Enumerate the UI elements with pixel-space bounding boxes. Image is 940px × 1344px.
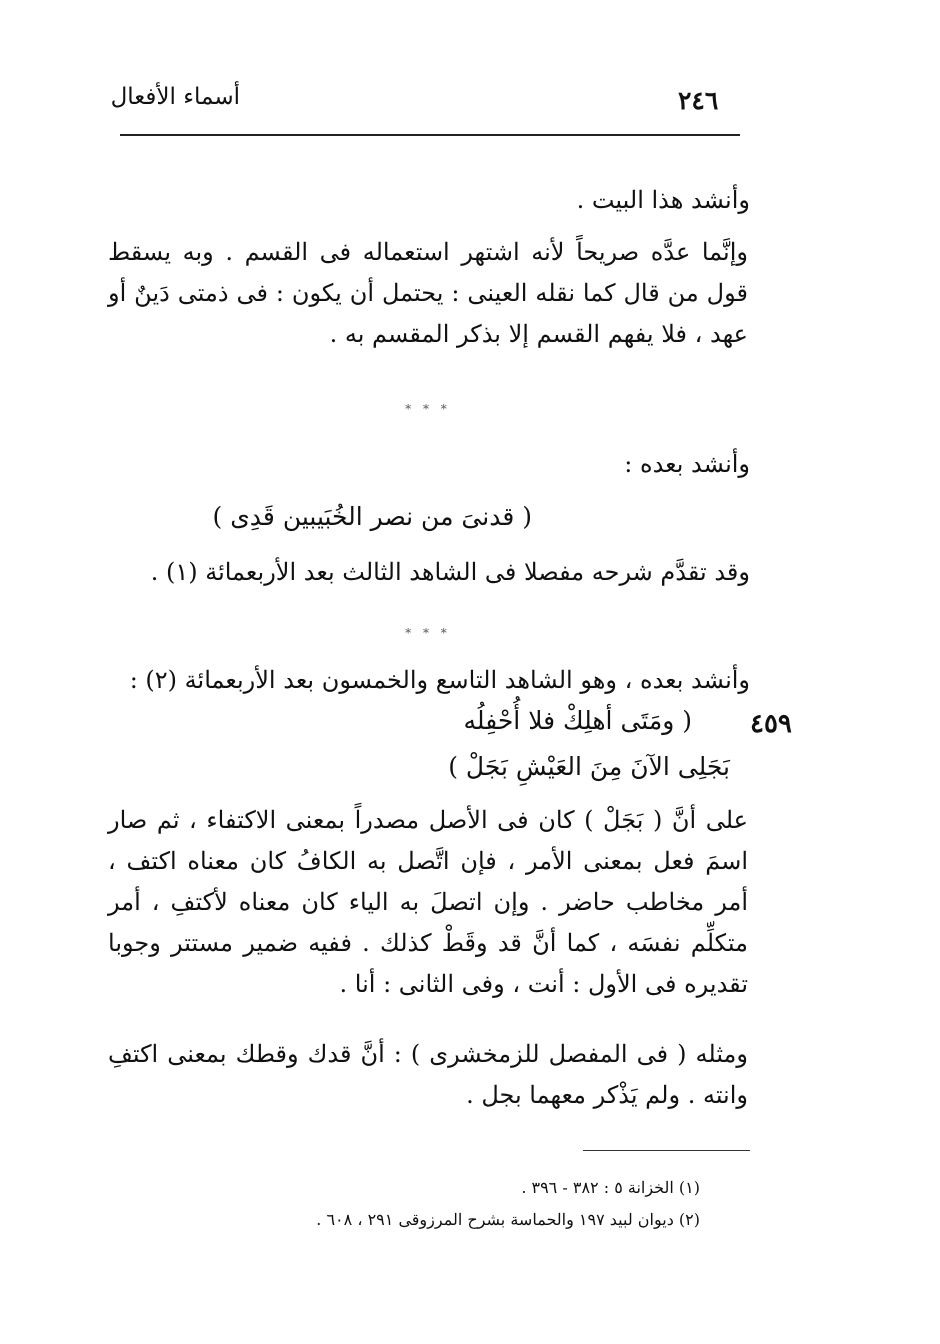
text-line: وأنشد بعده : bbox=[624, 450, 750, 478]
paragraph: على أنَّ ( بَجَلْ ) كان فى الأصل مصدراً بمعنى الاكتفاء ، ثم صار اسمَ فعل بمعنى الأمر ، فإن اتَّصل به الكافُ كان معناه اكتف ، أمر مخاطب حاضر . وإن اتصلَ به الياء كان معناه لأكتفِ ، أمر متكلِّم نفسَه ، كما أنَّ قد وقَطْ كذلك . ففيه ضمير مستتر وجوبا تقديره فى الأول : أنت ، وفى الثانى : أنا . bbox=[108, 806, 749, 998]
text-line: وقد تقدَّم شرحه مفصلا فى الشاهد الثالث بعد الأربعمائة (١) . bbox=[150, 558, 750, 586]
verse-number: ٤٥٩ bbox=[750, 709, 792, 739]
verse-line: بَجَلِى الآنَ مِنَ العَيْشِ بَجَلْ ) bbox=[448, 752, 730, 781]
paragraph: وإنَّما عدَّه صريحاً لأنه اشتهر استعماله فى القسم . وبه يسقط قول من قال كما نقله العينى : يحتمل أن يكون : فى ذمتى دَينٌ أو عهد ، فلا يفهم القسم إلا بذكر المقسم به . bbox=[108, 238, 748, 348]
page-number: ٢٤٦ bbox=[678, 86, 719, 115]
footnote: (٢) ديوان لبيد ١٩٧ والحماسة بشرح المرزوقى ٢٩١ ، ٦٠٨ . bbox=[316, 1210, 700, 1229]
paragraph: ومثله ( فى المفصل للزمخشرى ) : أنَّ قدك وقطك بمعنى اكتفِ وانته . ولم يَذْكر معهما بجل . bbox=[108, 1040, 748, 1109]
section-separator: * * * bbox=[405, 402, 451, 416]
section-separator: * * * bbox=[405, 626, 451, 640]
footnote: (١) الخزانة ٥ : ٣٨٢ - ٣٩٦ . bbox=[521, 1178, 700, 1197]
text-line: وأنشد بعده ، وهو الشاهد التاسع والخمسون بعد الأربعمائة (٢) : bbox=[129, 666, 750, 694]
running-title: أسماء الأفعال bbox=[110, 84, 240, 110]
verse-line: ( ومَتَى أهلِكْ فلا أُحْفِلُه bbox=[463, 706, 692, 735]
verse-line: ( قدنىَ من نصر الخُبَيبين قَدِى ) bbox=[212, 502, 532, 531]
text-line: وأنشد هذا البيت . bbox=[576, 186, 750, 214]
footnote-rule bbox=[583, 1150, 750, 1151]
header-rule bbox=[120, 134, 740, 136]
